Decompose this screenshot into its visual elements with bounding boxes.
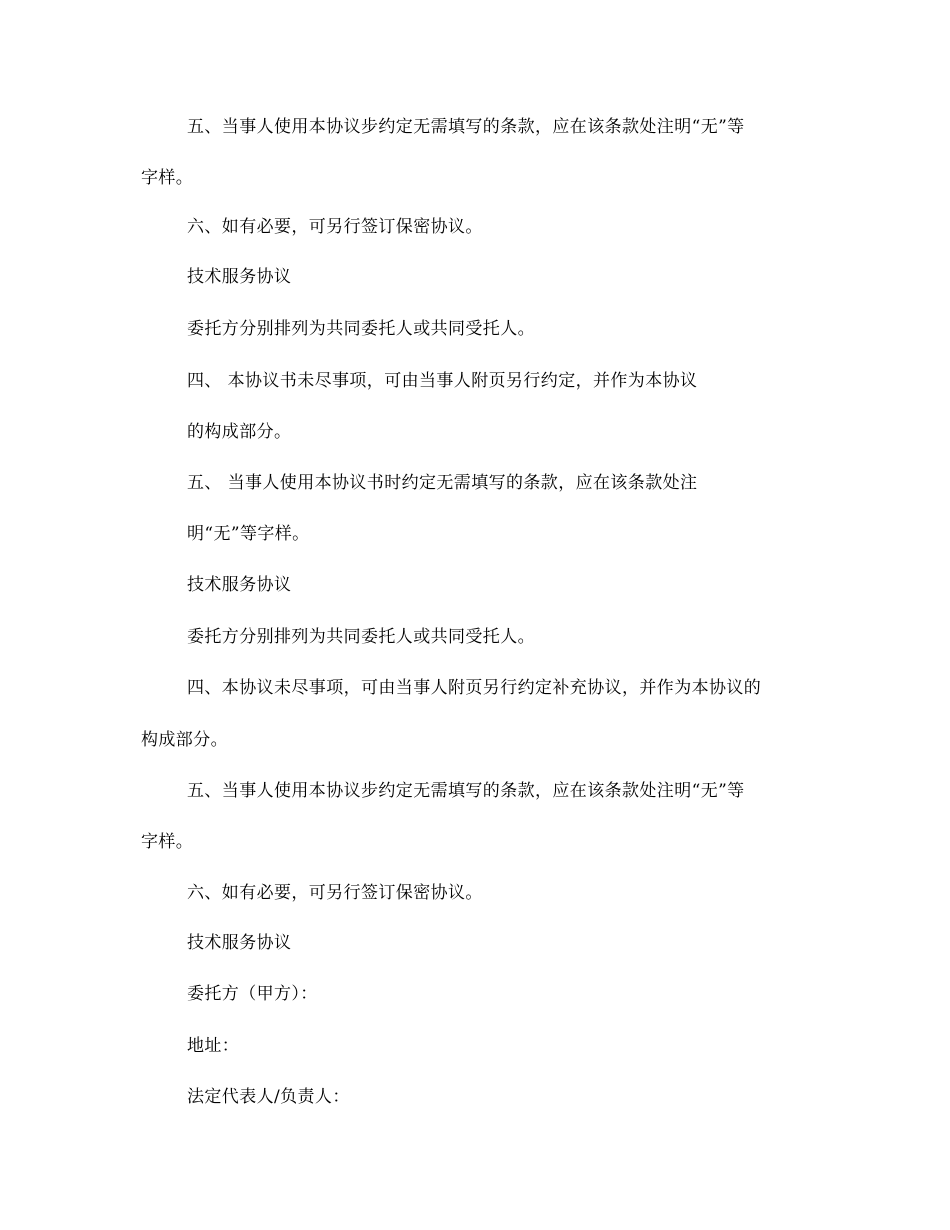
- form-field-label: 法定代表人/负责人：: [187, 1087, 350, 1107]
- paragraph-line: 构成部分。: [141, 730, 228, 750]
- paragraph-line: 五、当事人使用本协议步约定无需填写的条款，应在该条款处注明“无”等: [187, 781, 745, 801]
- form-field-label: 地址：: [187, 1036, 240, 1056]
- section-heading: 技术服务协议: [187, 575, 292, 595]
- paragraph-line: 五、当事人使用本协议步约定无需填写的条款，应在该条款处注明“无”等: [187, 117, 745, 137]
- section-heading: 技术服务协议: [187, 267, 292, 287]
- paragraph-line: 字样。: [141, 832, 194, 852]
- paragraph-line: 的构成部分。: [187, 422, 292, 442]
- paragraph-line: 四、 本协议书未尽事项，可由当事人附页另行约定，并作为本协议: [187, 371, 698, 391]
- section-heading: 技术服务协议: [187, 933, 292, 953]
- paragraph-line: 委托方分别排列为共同委托人或共同受托人。: [187, 627, 535, 647]
- paragraph-line: 委托方分别排列为共同委托人或共同受托人。: [187, 319, 535, 339]
- form-field-label: 委托方（甲方）：: [187, 984, 318, 1004]
- paragraph-line: 六、如有必要，可另行签订保密协议。: [187, 217, 483, 237]
- paragraph-line: 明“无”等字样。: [187, 524, 310, 544]
- paragraph-line: 字样。: [141, 168, 194, 188]
- paragraph-line: 五、 当事人使用本协议书时约定无需填写的条款，应在该条款处注: [187, 473, 698, 493]
- paragraph-line: 六、如有必要，可另行签订保密协议。: [187, 883, 483, 903]
- paragraph-line: 四、本协议未尽事项，可由当事人附页另行约定补充协议，并作为本协议的: [187, 678, 762, 698]
